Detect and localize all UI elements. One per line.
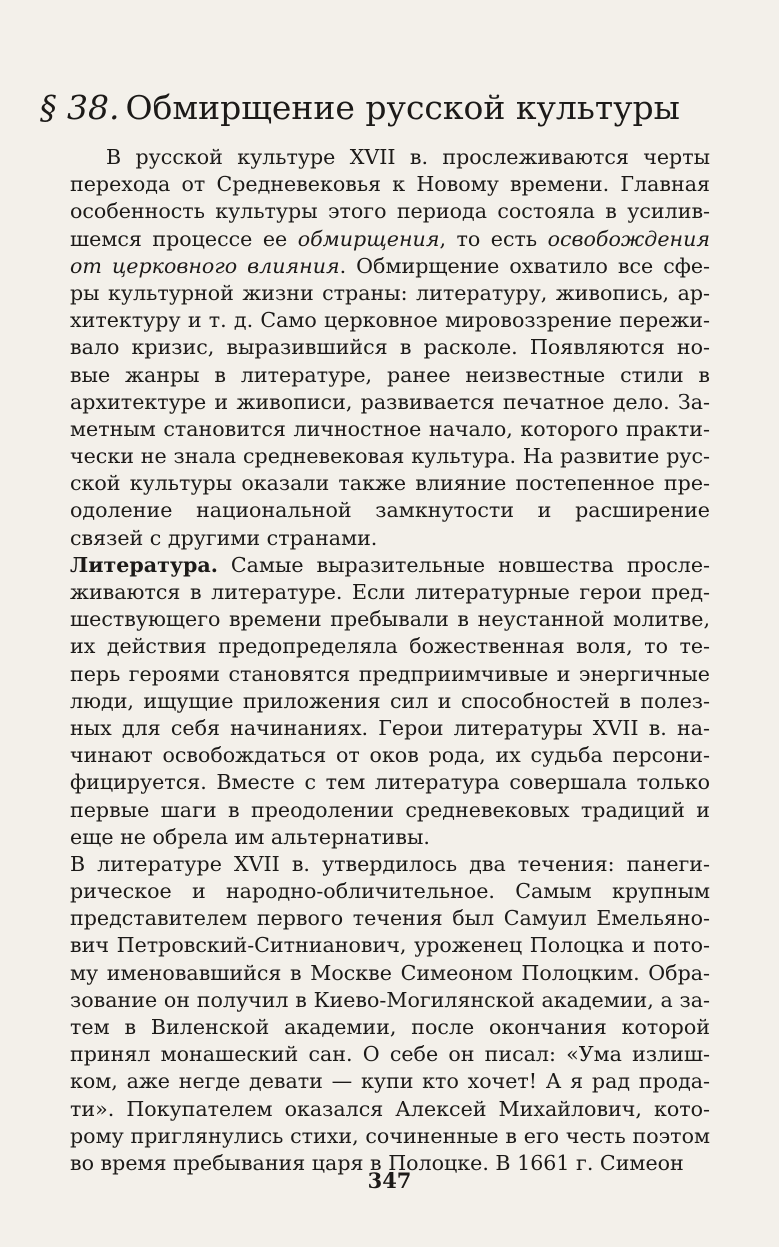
- text-segment: рому приглянулись стихи, сочиненные в его честь поэтом: [70, 1123, 710, 1148]
- text-line: [70, 307, 710, 334]
- text-line: [70, 987, 710, 1014]
- text-line: [70, 688, 710, 715]
- text-segment: одоление национальной замкнутости и расширение: [70, 498, 710, 523]
- text-segment: связей с другими странами.: [70, 525, 378, 550]
- text-segment: архитектуре и живописи, развивается печатное дело. За-: [70, 389, 710, 414]
- text-line: [70, 525, 710, 552]
- text-segment: вые жанры в литературе, ранее неизвестные стили в: [70, 362, 710, 387]
- text-line: [70, 1068, 710, 1095]
- text-line: [70, 851, 710, 878]
- text-line: [70, 797, 710, 824]
- text-segment: ком, аже негде девати — купи кто хочет! А я рад прода-: [70, 1069, 710, 1094]
- text-line: [70, 742, 710, 769]
- paragraph: [70, 144, 710, 552]
- emphasis-text: от церковного влияния: [70, 253, 340, 278]
- text-segment: шемся процессе ее: [70, 226, 298, 251]
- text-segment: перехода от Средневековья к Новому времени. Главная: [70, 172, 710, 197]
- paragraph: [70, 552, 710, 851]
- text-line: [70, 552, 710, 579]
- body-text: [70, 144, 710, 1177]
- text-segment: особенность культуры этого периода состояла в усилив-: [70, 199, 710, 224]
- text-line: [70, 824, 710, 851]
- text-segment: люди, ищущие приложения сил и способностей в полез-: [70, 688, 710, 713]
- text-segment: представителем первого течения был Самуил Емельяно-: [70, 906, 710, 931]
- text-line: [70, 144, 710, 171]
- text-segment: чески не знала средневековая культура. На развитие рус-: [70, 444, 710, 469]
- text-line: [70, 579, 710, 606]
- emphasis-text: освобождения: [547, 226, 710, 251]
- text-segment: В русской культуре XVII в. прослеживаются черты: [106, 145, 710, 169]
- text-line: [70, 769, 710, 796]
- text-segment: вало кризис, выразившийся в расколе. Появляются но-: [70, 335, 710, 360]
- text-line: [70, 1123, 710, 1150]
- text-line: [70, 416, 710, 443]
- paragraph: [70, 851, 710, 1177]
- text-segment: метным становится личностное начало, которого практи-: [70, 416, 710, 441]
- text-segment: . Обмирщение охватило все сфе-: [339, 253, 710, 278]
- text-segment: первые шаги в преодолении средневековых традиций и: [70, 797, 710, 822]
- page-number: 347: [367, 1168, 412, 1193]
- text-line: [70, 280, 710, 307]
- text-segment: принял монашеский сан. О себе он писал: «Ума излиш-: [70, 1042, 710, 1067]
- text-line: [70, 389, 710, 416]
- text-line: [70, 497, 710, 524]
- text-segment: шествующего времени пребывали в неустанной молитве,: [70, 607, 710, 632]
- text-segment: ской культуры оказали также влияние постепенное пре-: [70, 471, 710, 496]
- text-segment: В литературе XVII в. утвердилось два течения: панеги-: [70, 851, 710, 876]
- text-segment: еще не обрела им альтернативы.: [70, 824, 430, 849]
- text-line: [70, 1014, 710, 1041]
- text-line: [70, 334, 710, 361]
- text-segment: чинают освобождаться от оков рода, их судьба персони-: [70, 743, 710, 768]
- text-line: [70, 171, 710, 198]
- text-segment: ных для себя начинаниях. Герои литературы XVII в. на-: [70, 715, 710, 740]
- text-segment: му именовавшийся в Москве Симеоном Полоцким. Обра-: [70, 960, 710, 985]
- text-line: [70, 960, 710, 987]
- text-segment: хитектуру и т. д. Само церковное мировоззрение пережи-: [70, 308, 710, 333]
- text-segment: фицируется. Вместе с тем литература совершала только: [70, 770, 710, 795]
- text-segment: зование он получил в Киево-Могилянской академии, а за-: [70, 987, 710, 1012]
- text-line: [70, 932, 710, 959]
- text-segment: , то есть: [439, 226, 548, 251]
- text-segment: вич Петровский-Ситнианович, уроженец Полоцка и пото-: [70, 933, 710, 958]
- text-line: [70, 606, 710, 633]
- text-line: [70, 253, 710, 280]
- text-segment: ры культурной жизни страны: литературу, живопись, ар-: [70, 280, 710, 305]
- text-line: [70, 362, 710, 389]
- text-segment: тем в Виленской академии, после окончания которой: [70, 1015, 710, 1039]
- text-line: [70, 878, 710, 905]
- text-line: [70, 198, 710, 225]
- text-segment: живаются в литературе. Если литературные герои пред-: [70, 580, 710, 604]
- text-line: [70, 1096, 710, 1123]
- text-segment: ти». Покупателем оказался Алексей Михайлович, кото-: [70, 1096, 710, 1121]
- text-line: [70, 633, 710, 660]
- text-line: [70, 661, 710, 688]
- text-line: [70, 226, 710, 253]
- section-heading: [40, 88, 740, 128]
- subheading-text: Литература.: [70, 552, 218, 577]
- text-line: [70, 905, 710, 932]
- text-line: [70, 443, 710, 470]
- text-line: [70, 470, 710, 497]
- text-line: [70, 715, 710, 742]
- text-segment: рическое и народно-обличительное. Самым крупным: [70, 879, 710, 904]
- section-number: § 38.: [40, 88, 120, 127]
- text-segment: Самые выразительные новшества просле-: [217, 552, 710, 577]
- emphasis-text: обмирщения: [297, 226, 440, 251]
- text-line: [70, 1041, 710, 1068]
- text-segment: во время пребывания царя в Полоцке. В 1661 г. Симеон: [70, 1150, 684, 1175]
- section-title: Обмирщение русской культуры: [125, 88, 680, 127]
- text-segment: их действия предопределяла божественная воля, то те-: [70, 634, 710, 659]
- text-segment: перь героями становятся предприимчивые и энергичные: [70, 661, 710, 686]
